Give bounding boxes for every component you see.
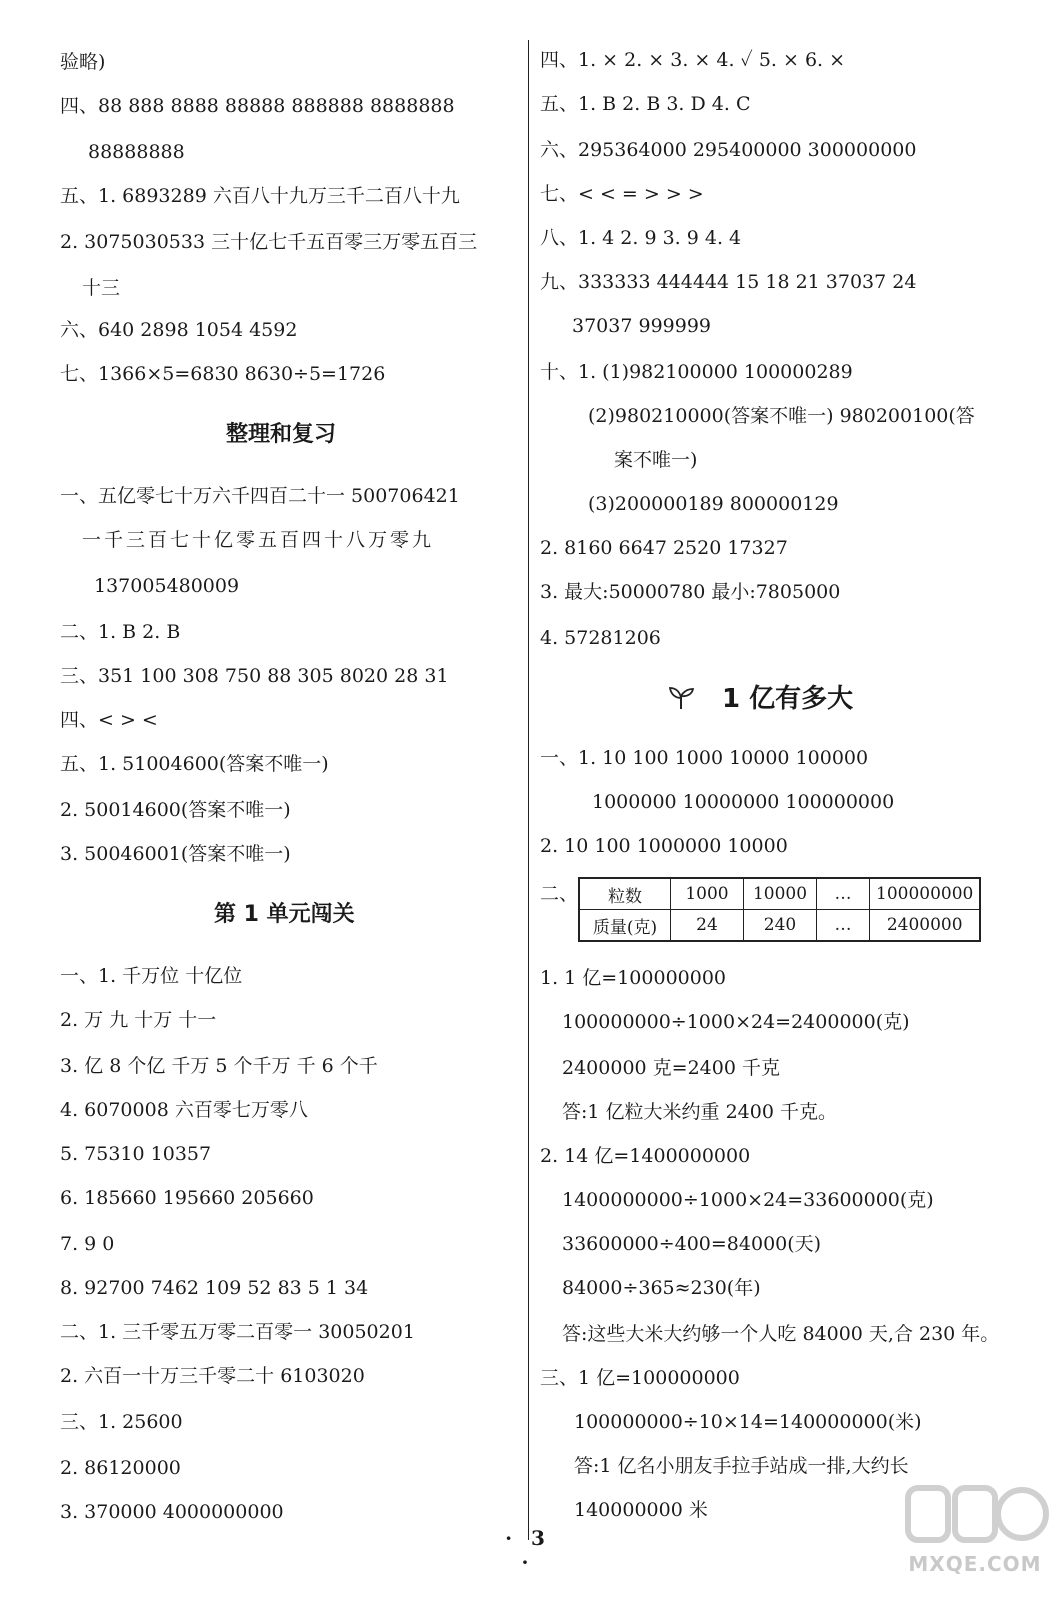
watermark xyxy=(900,1480,1050,1590)
answer-line: 六、640 2898 1054 4592 xyxy=(60,319,298,341)
answer-line: 一、1. 千万位 十亿位 xyxy=(60,965,243,987)
watermark-logo-icon xyxy=(900,1480,1050,1556)
answer-line: 1000000 10000000 100000000 xyxy=(592,791,895,813)
answer-line: 2. 8160 6647 2520 17327 xyxy=(540,537,788,559)
answer-line: 1400000000÷1000×24=33600000(克) xyxy=(562,1189,934,1211)
section-heading: 整理和复习 xyxy=(226,422,337,447)
answer-line: 一、1. 10 100 1000 10000 100000 xyxy=(540,747,869,769)
answer-line: 37037 999999 xyxy=(572,315,712,337)
answer-line: 3. 最大:50000780 最小:7805000 xyxy=(540,581,841,603)
answer-line: 88888888 xyxy=(88,141,185,163)
answer-line: 一、五亿零七十万六千四百二十一 500706421 xyxy=(60,485,460,507)
answer-line: 答:1 亿粒大米约重 2400 千克。 xyxy=(562,1101,837,1123)
watermark-text: MXQE.COM xyxy=(908,1552,1042,1576)
answer-line: 3. 370000 4000000000 xyxy=(60,1501,284,1523)
answer-line: (3)200000189 800000129 xyxy=(588,493,839,515)
section-heading-text: 1 亿有多大 xyxy=(722,684,854,714)
answer-line: 8. 92700 7462 109 52 83 5 1 34 xyxy=(60,1277,369,1299)
answer-line: 案不唯一) xyxy=(614,449,698,471)
answer-line: 3. 50046001(答案不唯一) xyxy=(60,843,291,865)
answer-line: 2. 50014600(答案不唯一) xyxy=(60,799,291,821)
answer-line: 答:1 亿名小朋友手拉手站成一排,大约长 xyxy=(574,1455,909,1477)
table-cell: 240 xyxy=(744,910,817,942)
answer-line: 1. 1 亿=100000000 xyxy=(540,967,727,989)
column-divider xyxy=(528,40,529,1540)
answer-line: 100000000÷10×14=140000000(米) xyxy=(574,1411,922,1433)
answer-line: 验略) xyxy=(60,51,106,73)
answer-line: 二、1. 三千零五万零二百零一 30050201 xyxy=(60,1321,415,1343)
answer-line: 五、1. B 2. B 3. D 4. C xyxy=(540,93,751,115)
table-cell: 粒数 xyxy=(579,878,671,910)
answer-line: 84000÷365≈230(年) xyxy=(562,1277,761,1299)
answer-line: 4. 57281206 xyxy=(540,627,661,649)
section-heading: 第 1 单元闯关 xyxy=(214,902,355,927)
answer-line: 三、1. 25600 xyxy=(60,1411,183,1433)
answer-line: 二、1. B 2. B xyxy=(60,621,181,643)
answer-line: 33600000÷400=84000(天) xyxy=(562,1233,822,1255)
sprout-icon xyxy=(668,685,694,711)
answer-line: 六、295364000 295400000 300000000 xyxy=(540,139,917,161)
table-cell: 10000 xyxy=(744,878,817,910)
answer-line: 一千三百七十亿零五百四十八万零九 xyxy=(82,529,435,551)
answer-line: 5. 75310 10357 xyxy=(60,1143,212,1165)
answer-line: 答:这些大米大约够一个人吃 84000 天,合 230 年。 xyxy=(562,1323,1000,1345)
table-cell: … xyxy=(817,878,870,910)
answer-line: 四、88 888 8888 88888 888888 8888888 xyxy=(60,95,455,117)
table-cell: 质量(克) xyxy=(579,910,671,942)
table-row xyxy=(579,910,980,942)
answer-line: 2. 14 亿=1400000000 xyxy=(540,1145,751,1167)
answer-line: 2. 10 100 1000000 10000 xyxy=(540,835,788,857)
answer-line: 2. 86120000 xyxy=(60,1457,181,1479)
answer-line: 4. 6070008 六百零七万零八 xyxy=(60,1099,308,1121)
answer-line: 二、 xyxy=(540,883,579,905)
answer-line: 2. 万 九 十万 十一 xyxy=(60,1009,217,1031)
answer-line: 2. 3075030533 三十亿七千五百零三万零五百三 xyxy=(60,231,478,253)
answer-line: 四、1. × 2. × 3. × 4. ✓ 5. × 6. × xyxy=(540,49,846,71)
answer-line: 3. 亿 8 个亿 千万 5 个千万 千 6 个千 xyxy=(60,1055,378,1077)
table-cell: … xyxy=(817,910,870,942)
table-cell: 100000000 xyxy=(870,878,981,910)
table-cell: 24 xyxy=(671,910,744,942)
table-cell: 2400000 xyxy=(870,910,981,942)
answer-line: 2. 六百一十万三千零二十 6103020 xyxy=(60,1365,365,1387)
answer-line: 五、1. 6893289 六百八十九万三千二百八十九 xyxy=(60,185,460,207)
table-row xyxy=(579,878,980,910)
answer-line: 七、1366×5=6830 8630÷5=1726 xyxy=(60,363,386,385)
answer-line: 6. 185660 195660 205660 xyxy=(60,1187,314,1209)
answer-line: 十、1. (1)982100000 100000289 xyxy=(540,361,853,383)
answer-line: 七、< < = > > > xyxy=(540,183,704,205)
answer-line: 100000000÷1000×24=2400000(克) xyxy=(562,1011,910,1033)
answer-line: 十三 xyxy=(82,277,121,299)
answer-line: 7. 9 0 xyxy=(60,1233,115,1255)
answer-line: 三、351 100 308 750 88 305 8020 28 31 xyxy=(60,665,449,687)
answer-line: 五、1. 51004600(答案不唯一) xyxy=(60,753,329,775)
rice-grain-table xyxy=(578,877,981,942)
answer-line: 八、1. 4 2. 9 3. 9 4. 4 xyxy=(540,227,742,249)
section-heading xyxy=(668,684,853,714)
answer-line: (2)980210000(答案不唯一) 980200100(答 xyxy=(588,405,975,427)
answer-line: 三、1 亿=100000000 xyxy=(540,1367,740,1389)
page-number: · 3 · xyxy=(505,1526,551,1574)
answer-line: 137005480009 xyxy=(94,575,240,597)
answer-line: 九、333333 444444 15 18 21 37037 24 xyxy=(540,271,917,293)
table-cell: 1000 xyxy=(671,878,744,910)
answer-line: 2400000 克=2400 千克 xyxy=(562,1057,780,1079)
answer-line: 四、< > < xyxy=(60,709,158,731)
answer-line: 140000000 米 xyxy=(574,1499,708,1521)
